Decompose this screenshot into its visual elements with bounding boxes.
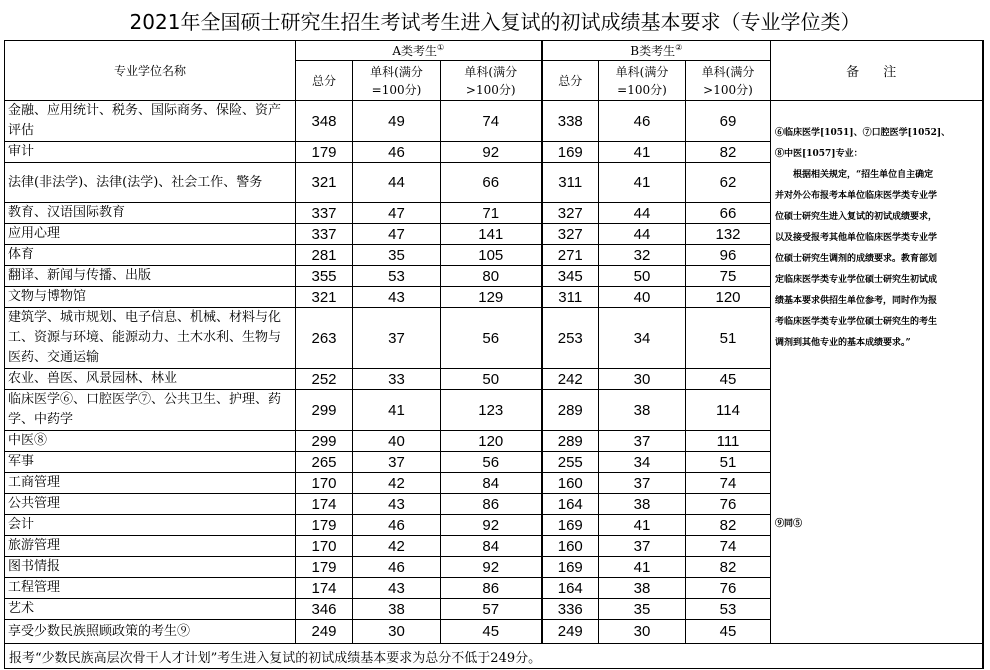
b-total-cell: 336	[542, 599, 599, 620]
a-single-100-cell: 33	[353, 369, 441, 390]
b-single-100-cell: 38	[599, 494, 686, 515]
major-name-cell: 军事	[5, 452, 296, 473]
a-single-100-cell: 42	[353, 473, 441, 494]
b-single-gt100-cell: 76	[686, 494, 771, 515]
header-major-name: 专业学位名称	[5, 41, 296, 101]
major-name-cell: 文物与博物馆	[5, 287, 296, 308]
b-single-gt100-cell: 69	[686, 101, 771, 142]
b-total-cell: 311	[542, 287, 599, 308]
b-total-cell: 160	[542, 536, 599, 557]
a-single-100-cell: 47	[353, 203, 441, 224]
major-name-cell: 金融、应用统计、税务、国际商务、保险、资产评估	[5, 101, 296, 142]
notes-line: 位硕士研究生调剂的成绩要求。教育部划	[775, 254, 938, 264]
a-single-100-cell: 30	[353, 620, 441, 644]
notes-line: 调剂到其他专业的基本成绩要求。”	[775, 338, 911, 348]
score-table	[4, 40, 984, 669]
b-total-cell: 164	[542, 578, 599, 599]
notes-line: 以及接受报考其他单位临床医学类专业学	[775, 233, 938, 243]
b-single-100-cell: 30	[599, 620, 686, 644]
b-single-gt100-cell: 82	[686, 515, 771, 536]
a-single-gt100-cell: 56	[441, 452, 542, 473]
a-single-gt100-cell: 123	[441, 390, 542, 431]
a-total-cell: 348	[296, 101, 353, 142]
b-single-gt100-cell: 74	[686, 473, 771, 494]
notes-line: 绩基本要求供招生单位参考，同时作为报	[775, 296, 938, 306]
major-name-cell: 艺术	[5, 599, 296, 620]
b-total-cell: 169	[542, 557, 599, 578]
page-title: 2021年全国硕士研究生招生考试考生进入复试的初试成绩基本要求（专业学位类）	[129, 10, 861, 34]
notes-line: 考临床医学类专业学位硕士研究生的考生	[775, 317, 938, 327]
a-total-cell: 249	[296, 620, 353, 644]
b-single-gt100-cell: 75	[686, 266, 771, 287]
b-single-100-cell: 34	[599, 452, 686, 473]
b-single-100-cell: 44	[599, 203, 686, 224]
b-single-gt100-cell: 82	[686, 142, 771, 163]
a-total-cell: 321	[296, 287, 353, 308]
a-single-gt100-cell: 74	[441, 101, 542, 142]
b-total-cell: 253	[542, 308, 599, 369]
b-single-100-cell: 38	[599, 390, 686, 431]
a-total-cell: 170	[296, 473, 353, 494]
b-single-100-cell: 40	[599, 287, 686, 308]
notes-ref-9: ⑨同⑤	[775, 519, 803, 529]
a-single-100-cell: 42	[353, 536, 441, 557]
a-total-cell: 299	[296, 390, 353, 431]
a-single-gt100-cell: 92	[441, 557, 542, 578]
b-total-cell: 169	[542, 142, 599, 163]
b-total-cell: 289	[542, 390, 599, 431]
header-a-single-gt100: 单科(满分 >100分)	[441, 61, 542, 101]
a-total-cell: 174	[296, 578, 353, 599]
b-single-100-cell: 37	[599, 536, 686, 557]
b-single-gt100-cell: 120	[686, 287, 771, 308]
a-single-100-cell: 37	[353, 452, 441, 473]
a-total-cell: 179	[296, 515, 353, 536]
major-name-cell: 体育	[5, 245, 296, 266]
b-total-cell: 249	[542, 620, 599, 644]
a-single-gt100-cell: 92	[441, 142, 542, 163]
major-name-cell: 工程管理	[5, 578, 296, 599]
b-total-cell: 327	[542, 224, 599, 245]
a-single-100-cell: 47	[353, 224, 441, 245]
major-name-cell: 旅游管理	[5, 536, 296, 557]
a-single-100-cell: 46	[353, 515, 441, 536]
notes-cell	[771, 101, 983, 644]
a-single-gt100-cell: 84	[441, 536, 542, 557]
a-single-100-cell: 35	[353, 245, 441, 266]
b-single-gt100-cell: 45	[686, 620, 771, 644]
a-single-100-cell: 43	[353, 287, 441, 308]
a-single-100-cell: 43	[353, 578, 441, 599]
a-single-gt100-cell: 56	[441, 308, 542, 369]
b-total-cell: 271	[542, 245, 599, 266]
a-total-cell: 252	[296, 369, 353, 390]
a-single-100-cell: 41	[353, 390, 441, 431]
a-single-gt100-cell: 57	[441, 599, 542, 620]
notes-line: 并对外公布报考本单位临床医学类专业学	[775, 191, 938, 201]
b-single-gt100-cell: 66	[686, 203, 771, 224]
b-single-100-cell: 37	[599, 431, 686, 452]
b-single-gt100-cell: 51	[686, 452, 771, 473]
notes-line: 定临床医学类专业学位硕士研究生初试成	[775, 275, 938, 285]
a-total-cell: 174	[296, 494, 353, 515]
a-single-gt100-cell: 50	[441, 369, 542, 390]
b-single-100-cell: 34	[599, 308, 686, 369]
a-single-gt100-cell: 86	[441, 494, 542, 515]
b-total-cell: 164	[542, 494, 599, 515]
a-single-gt100-cell: 80	[441, 266, 542, 287]
major-name-cell: 中医⑧	[5, 431, 296, 452]
header-group-a: A类考生①	[296, 41, 542, 61]
b-single-gt100-cell: 74	[686, 536, 771, 557]
a-single-100-cell: 40	[353, 431, 441, 452]
major-name-cell: 法律(非法学)、法律(法学)、社会工作、警务	[5, 163, 296, 203]
a-total-cell: 265	[296, 452, 353, 473]
a-total-cell: 355	[296, 266, 353, 287]
notes-text	[775, 123, 980, 354]
a-single-gt100-cell: 141	[441, 224, 542, 245]
major-name-cell: 翻译、新闻与传播、出版	[5, 266, 296, 287]
a-single-gt100-cell: 45	[441, 620, 542, 644]
a-total-cell: 263	[296, 308, 353, 369]
header-group-b: B类考生②	[542, 41, 771, 61]
b-single-100-cell: 50	[599, 266, 686, 287]
a-single-100-cell: 44	[353, 163, 441, 203]
a-total-cell: 346	[296, 599, 353, 620]
a-total-cell: 170	[296, 536, 353, 557]
major-name-cell: 公共管理	[5, 494, 296, 515]
b-single-100-cell: 38	[599, 578, 686, 599]
b-single-gt100-cell: 51	[686, 308, 771, 369]
a-single-gt100-cell: 129	[441, 287, 542, 308]
b-single-100-cell: 41	[599, 163, 686, 203]
b-total-cell: 242	[542, 369, 599, 390]
b-single-100-cell: 35	[599, 599, 686, 620]
header-b-single-gt100: 单科(满分 >100分)	[686, 61, 771, 101]
b-single-gt100-cell: 96	[686, 245, 771, 266]
b-single-gt100-cell: 53	[686, 599, 771, 620]
footer-note: 报考“少数民族高层次骨干人才计划”考生进入复试的初试成绩基本要求为总分不低于249分。	[5, 644, 983, 669]
a-total-cell: 337	[296, 203, 353, 224]
major-name-cell: 应用心理	[5, 224, 296, 245]
b-single-100-cell: 30	[599, 369, 686, 390]
a-total-cell: 281	[296, 245, 353, 266]
b-single-100-cell: 46	[599, 101, 686, 142]
a-single-100-cell: 49	[353, 101, 441, 142]
b-total-cell: 160	[542, 473, 599, 494]
header-a-single-100: 单科(满分 =100分)	[353, 61, 441, 101]
b-single-100-cell: 32	[599, 245, 686, 266]
header-notes: 备 注	[771, 41, 983, 101]
score-table-body	[5, 101, 983, 644]
a-single-100-cell: 46	[353, 142, 441, 163]
a-single-100-cell: 38	[353, 599, 441, 620]
notes-line: ⑥临床医学[1051]、⑦口腔医学[1052]、	[775, 128, 951, 138]
major-name-cell: 教育、汉语国际教育	[5, 203, 296, 224]
b-total-cell: 289	[542, 431, 599, 452]
major-name-cell: 会计	[5, 515, 296, 536]
b-single-100-cell: 41	[599, 142, 686, 163]
b-single-100-cell: 41	[599, 557, 686, 578]
b-single-gt100-cell: 76	[686, 578, 771, 599]
a-single-gt100-cell: 71	[441, 203, 542, 224]
a-total-cell: 337	[296, 224, 353, 245]
major-name-cell: 农业、兽医、风景园林、林业	[5, 369, 296, 390]
notes-line: 根据相关规定，“招生单位自主确定	[775, 170, 934, 180]
a-single-gt100-cell: 84	[441, 473, 542, 494]
a-single-gt100-cell: 92	[441, 515, 542, 536]
table-row	[5, 101, 983, 142]
b-single-100-cell: 41	[599, 515, 686, 536]
b-single-gt100-cell: 82	[686, 557, 771, 578]
a-single-100-cell: 43	[353, 494, 441, 515]
major-name-cell: 审计	[5, 142, 296, 163]
major-name-cell: 图书情报	[5, 557, 296, 578]
b-single-100-cell: 44	[599, 224, 686, 245]
a-single-gt100-cell: 120	[441, 431, 542, 452]
a-total-cell: 321	[296, 163, 353, 203]
b-total-cell: 338	[542, 101, 599, 142]
b-total-cell: 345	[542, 266, 599, 287]
a-single-100-cell: 37	[353, 308, 441, 369]
a-single-gt100-cell: 66	[441, 163, 542, 203]
a-total-cell: 179	[296, 142, 353, 163]
b-total-cell: 169	[542, 515, 599, 536]
b-single-gt100-cell: 114	[686, 390, 771, 431]
a-total-cell: 179	[296, 557, 353, 578]
b-total-cell: 311	[542, 163, 599, 203]
b-single-gt100-cell: 62	[686, 163, 771, 203]
major-name-cell: 工商管理	[5, 473, 296, 494]
notes-line: 位硕士研究生进入复试的初试成绩要求，	[775, 212, 938, 222]
header-b-total: 总分	[542, 61, 599, 101]
header-a-total: 总分	[296, 61, 353, 101]
b-single-gt100-cell: 111	[686, 431, 771, 452]
b-single-gt100-cell: 132	[686, 224, 771, 245]
a-single-gt100-cell: 86	[441, 578, 542, 599]
major-name-cell: 享受少数民族照顾政策的考生⑨	[5, 620, 296, 644]
a-single-gt100-cell: 105	[441, 245, 542, 266]
b-total-cell: 327	[542, 203, 599, 224]
a-single-100-cell: 46	[353, 557, 441, 578]
notes-line: ⑧中医[1057]专业：	[775, 149, 863, 159]
major-name-cell: 建筑学、城市规划、电子信息、机械、材料与化工、资源与环境、能源动力、土木水利、生物与医药、交通运输	[5, 308, 296, 369]
major-name-cell: 临床医学⑥、口腔医学⑦、公共卫生、护理、药学、中药学	[5, 390, 296, 431]
header-b-single-100: 单科(满分 =100分)	[599, 61, 686, 101]
b-total-cell: 255	[542, 452, 599, 473]
b-single-gt100-cell: 45	[686, 369, 771, 390]
a-total-cell: 299	[296, 431, 353, 452]
b-single-100-cell: 37	[599, 473, 686, 494]
a-single-100-cell: 53	[353, 266, 441, 287]
